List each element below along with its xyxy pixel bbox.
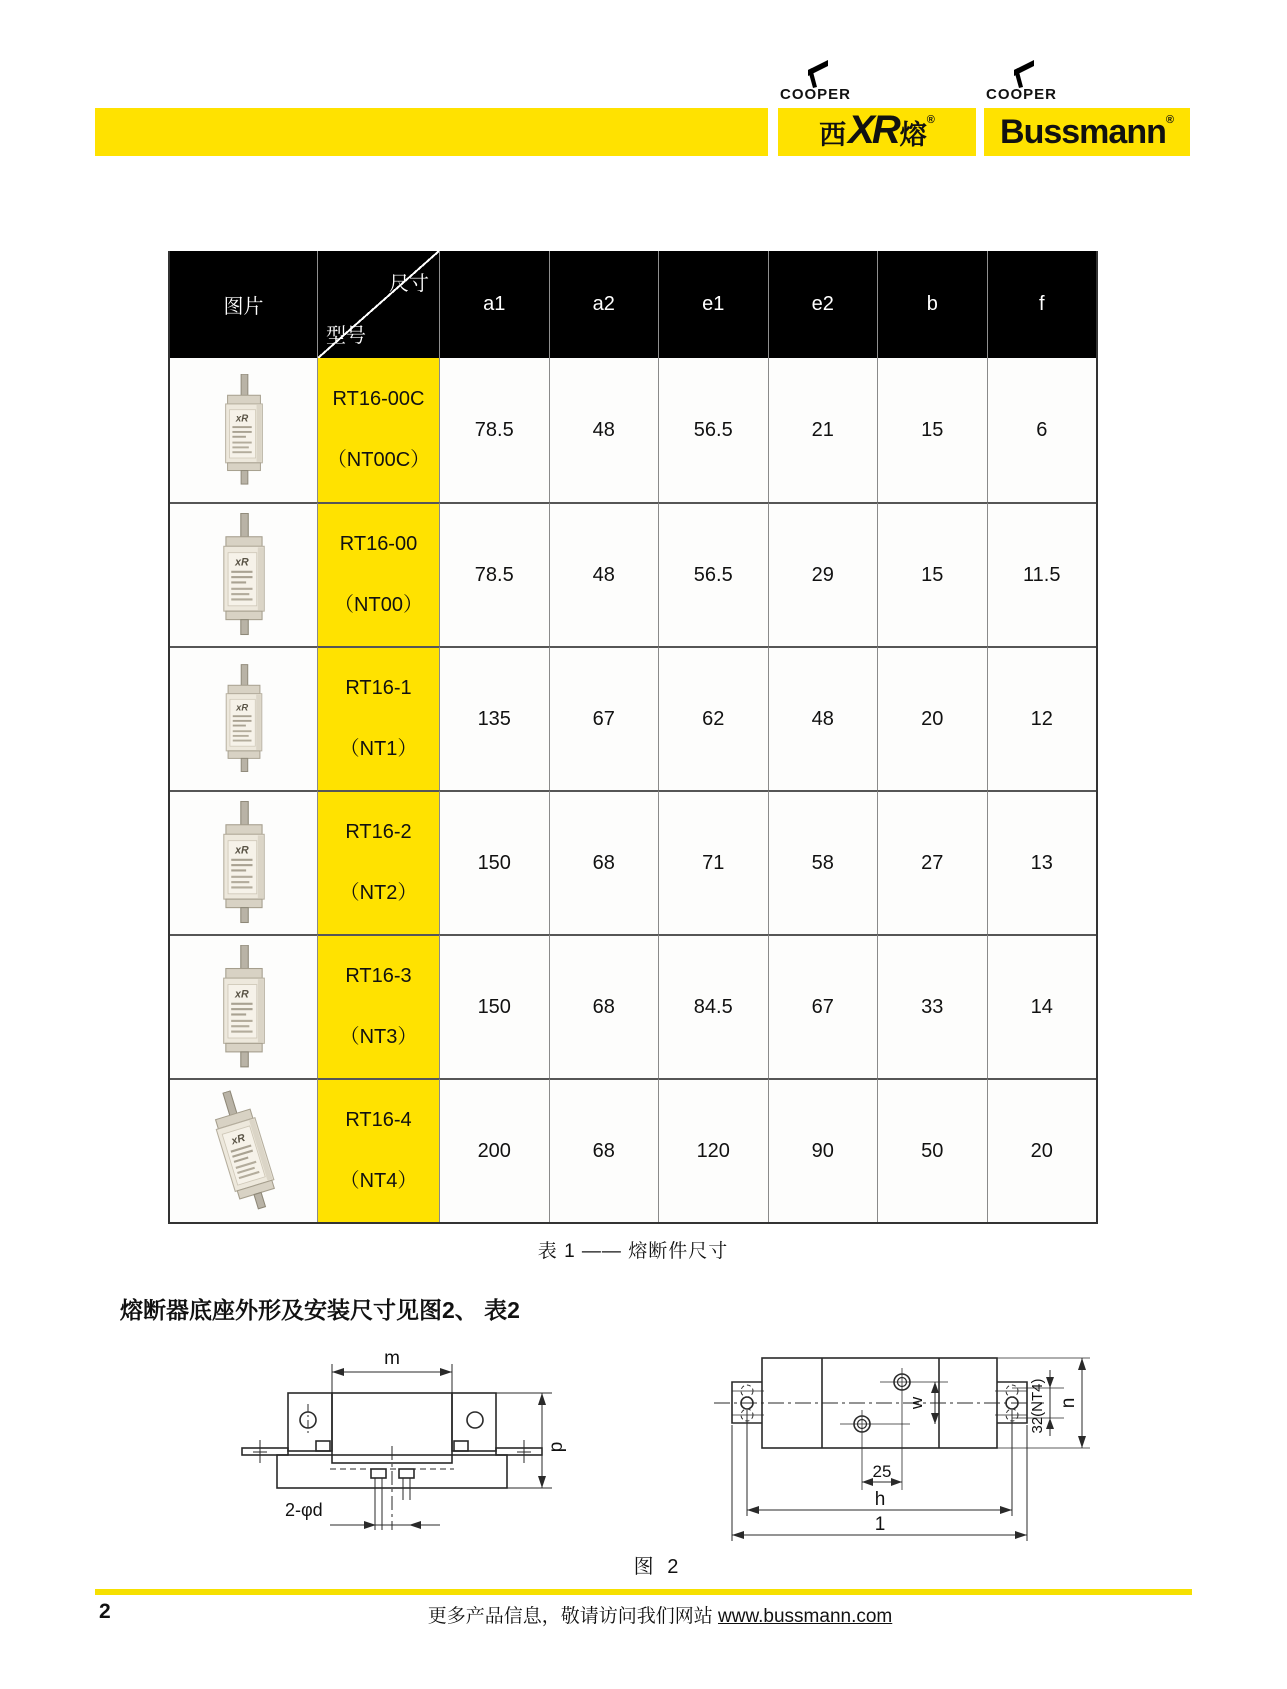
- bussmann-logo: [984, 108, 1190, 156]
- value-f: 6: [987, 358, 1097, 502]
- fuse-photo-cell: [170, 934, 317, 1078]
- table-row: [170, 502, 1096, 646]
- header-size-label: 尺寸: [389, 273, 429, 295]
- value-a1: 150: [439, 934, 549, 1078]
- model-name: RT16-2: [345, 821, 412, 843]
- value-f: 11.5: [987, 502, 1097, 646]
- fuse-photo: [193, 1082, 294, 1220]
- bussmann-wordmark: Bussmann: [1000, 112, 1166, 151]
- footer-yellow-rule: [95, 1589, 1192, 1595]
- table-header-row: [170, 251, 1096, 358]
- dim-label-p: p: [546, 1441, 567, 1453]
- dim-label-l: 1: [874, 1514, 886, 1535]
- fuse-photo-cell: [170, 358, 317, 502]
- value-a2: 68: [549, 1078, 659, 1222]
- value-e2: 48: [768, 646, 878, 790]
- page-number: 2: [99, 1600, 111, 1623]
- xr-rong-logo: [778, 108, 976, 156]
- model-cell: [317, 934, 439, 1078]
- value-a2: 48: [549, 502, 659, 646]
- header-col-e2: e2: [768, 251, 878, 358]
- model-cell: [317, 358, 439, 502]
- value-e1: 71: [658, 790, 768, 934]
- model-alt-name: （NT3）: [339, 1026, 418, 1048]
- value-b: 15: [877, 358, 987, 502]
- model-name: RT16-00C: [332, 388, 425, 410]
- base-top-view-drawing: [652, 1330, 1107, 1545]
- dim-label-m: m: [384, 1348, 400, 1369]
- registered-mark: ®: [1165, 114, 1174, 126]
- dim-label-h: h: [874, 1489, 886, 1510]
- value-a1: 135: [439, 646, 549, 790]
- header-yellow-bar: [95, 108, 768, 156]
- fuse-photo-cell: [170, 1078, 317, 1222]
- registered-mark: ®: [926, 114, 935, 126]
- fuse-photo-cell: [170, 646, 317, 790]
- section-intro-text: 熔断器底座外形及安装尺寸见图2、 表2: [120, 1297, 520, 1323]
- value-a1: 78.5: [439, 502, 549, 646]
- model-alt-name: （NT2）: [339, 882, 418, 904]
- value-a2: 67: [549, 646, 659, 790]
- value-f: 12: [987, 646, 1097, 790]
- footer-note: [428, 1601, 893, 1628]
- xr-logo-left-char: 西: [819, 119, 847, 150]
- xr-logo-xr: XR: [848, 107, 898, 152]
- model-alt-name: （NT00C）: [326, 449, 431, 471]
- value-e2: 90: [768, 1078, 878, 1222]
- value-b: 50: [877, 1078, 987, 1222]
- model-name: RT16-3: [345, 965, 412, 987]
- header-col-a2: a2: [549, 251, 659, 358]
- value-e1: 62: [658, 646, 768, 790]
- table-row: [170, 790, 1096, 934]
- fuse-photo: [210, 801, 278, 925]
- value-e2: 67: [768, 934, 878, 1078]
- figure-caption: 图 2: [633, 1556, 683, 1578]
- table-caption: 表 1 —— 熔断件尺寸: [537, 1241, 729, 1262]
- fuse-photo-cell: [170, 790, 317, 934]
- fuse-photo: [210, 374, 278, 486]
- table-row: [170, 1078, 1096, 1222]
- value-e1: 84.5: [658, 934, 768, 1078]
- model-alt-name: （NT4）: [339, 1170, 418, 1192]
- value-e1: 56.5: [658, 502, 768, 646]
- value-f: 13: [987, 790, 1097, 934]
- fuse-photo: [210, 513, 278, 637]
- value-b: 33: [877, 934, 987, 1078]
- fuse-photo-cell: [170, 502, 317, 646]
- value-a2: 48: [549, 358, 659, 502]
- dim-label-32-nt4: 32(NT4): [1029, 1378, 1046, 1434]
- value-f: 14: [987, 934, 1097, 1078]
- value-b: 15: [877, 502, 987, 646]
- value-a2: 68: [549, 790, 659, 934]
- header-image-col: 图片: [223, 296, 264, 318]
- footer-website-link[interactable]: www.bussmann.com: [718, 1606, 893, 1627]
- value-a2: 68: [549, 934, 659, 1078]
- cooper-flag-icon: [1006, 60, 1036, 88]
- model-alt-name: （NT1）: [339, 738, 418, 760]
- model-name: RT16-1: [345, 677, 412, 699]
- value-b: 27: [877, 790, 987, 934]
- model-name: RT16-00: [339, 533, 418, 555]
- xr-logo-right-char: 熔: [899, 119, 927, 150]
- value-e1: 120: [658, 1078, 768, 1222]
- value-e2: 29: [768, 502, 878, 646]
- model-name: RT16-4: [345, 1109, 412, 1131]
- cooper-wordmark: COOPER: [780, 86, 852, 103]
- cooper-flag-icon: [800, 60, 830, 88]
- value-a1: 150: [439, 790, 549, 934]
- dim-label-w: w: [907, 1396, 926, 1410]
- value-e2: 58: [768, 790, 878, 934]
- header-col-a1: a1: [439, 251, 549, 358]
- fuse-photo: [214, 653, 274, 785]
- header-model-label: 型号: [326, 325, 366, 347]
- model-cell: [317, 790, 439, 934]
- header-diagonal-cell: [317, 251, 439, 358]
- fuse-photo: [206, 945, 282, 1069]
- dim-label-n: n: [1058, 1397, 1079, 1409]
- cooper-wordmark: COOPER: [986, 86, 1058, 103]
- header-col-b: b: [877, 251, 987, 358]
- table-row: [170, 934, 1096, 1078]
- header-col-f: f: [987, 251, 1097, 358]
- value-b: 20: [877, 646, 987, 790]
- footer-note-text: 更多产品信息，敬请访问我们网站: [427, 1606, 719, 1627]
- header-col-e1: e1: [658, 251, 768, 358]
- dim-label-2-phi-d: 2-φd: [285, 1500, 323, 1520]
- table-row: [170, 358, 1096, 502]
- model-cell: [317, 1078, 439, 1222]
- fuse-dimensions-table: [168, 251, 1098, 1224]
- value-e1: 56.5: [658, 358, 768, 502]
- value-e2: 21: [768, 358, 878, 502]
- model-cell: [317, 646, 439, 790]
- value-a1: 78.5: [439, 358, 549, 502]
- dim-label-25: 25: [872, 1462, 892, 1481]
- value-a1: 200: [439, 1078, 549, 1222]
- value-f: 20: [987, 1078, 1097, 1222]
- base-front-view-drawing: [180, 1348, 570, 1533]
- model-cell: [317, 502, 439, 646]
- table-row: [170, 646, 1096, 790]
- model-alt-name: （NT00）: [334, 594, 423, 616]
